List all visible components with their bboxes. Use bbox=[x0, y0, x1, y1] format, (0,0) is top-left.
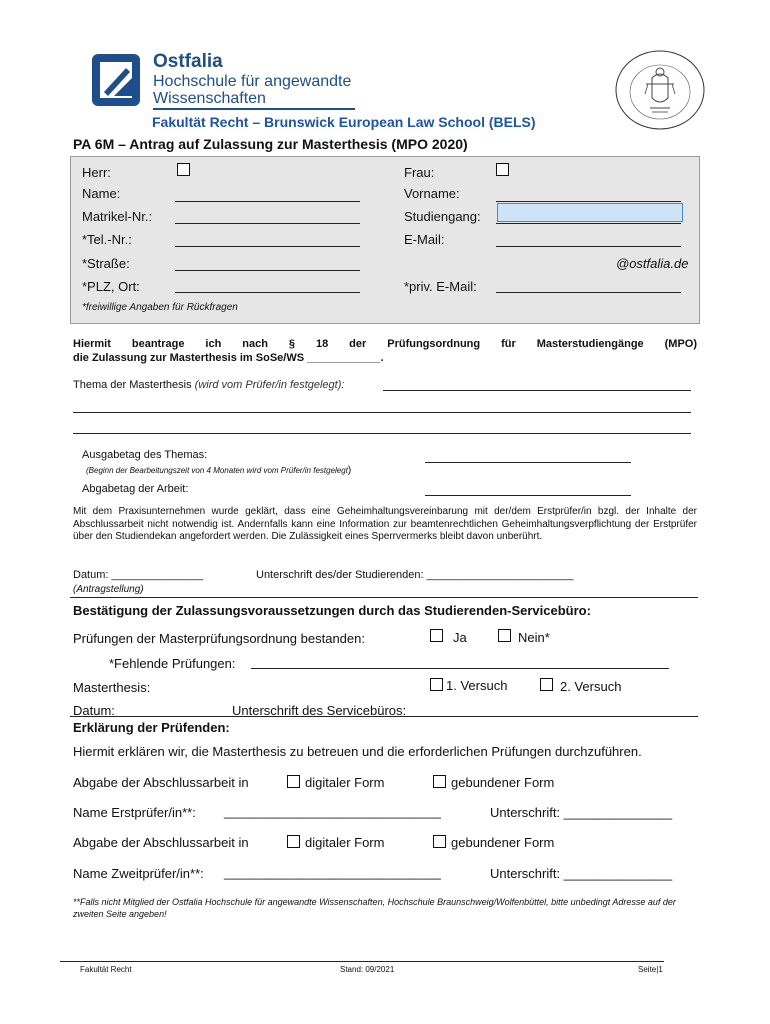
checkbox-digital-2[interactable] bbox=[287, 835, 300, 848]
zweitpruefer-field[interactable]: ______________________________ bbox=[224, 865, 441, 880]
label-gebunden-2: gebundener Form bbox=[451, 835, 555, 850]
ausgabetag-note bbox=[86, 465, 351, 476]
form-title: PA 6M – Antrag auf Zulassung zur Masterthesis (MPO 2020) bbox=[73, 136, 468, 152]
pruefer-text: Hiermit erklären wir, die Masterthesis zu betreuen und die erforderlichen Prüfungen durchzuführen. bbox=[73, 744, 642, 759]
abgabe-label-1: Abgabe der Abschlussarbeit in bbox=[73, 775, 249, 790]
email-field[interactable] bbox=[496, 246, 681, 247]
label-email: E-Mail: bbox=[404, 232, 445, 247]
thema-note: (wird vom Prüfer/in festgelegt): bbox=[194, 379, 345, 391]
logo-underline bbox=[153, 108, 355, 110]
zweitpruefer-label: Name Zweitprüfer/in**: bbox=[73, 866, 204, 881]
faculty-title: Fakultät Recht – Brunswick European Law School (BELS) bbox=[152, 114, 536, 130]
service-divider bbox=[70, 597, 698, 598]
footnote: **Falls nicht Mitglied der Ostfalia Hochschule für angewandte Wissenschaften, Hochschule Braunschweig/Wolfenbüttel, bitte unbedingt Adresse auf der zweiten Seite angeben! bbox=[73, 897, 676, 919]
label-digital-1: digitaler Form bbox=[305, 775, 385, 790]
voluntary-note: *freiwillige Angaben für Rückfragen bbox=[82, 302, 238, 313]
erstpruefer-label: Name Erstprüfer/in**: bbox=[73, 805, 196, 820]
ostfalia-logo bbox=[90, 52, 142, 108]
label-matrikel: Matrikel-Nr.: bbox=[82, 209, 153, 224]
footer-left: Fakultät Recht bbox=[80, 965, 132, 974]
vorname-field[interactable] bbox=[496, 201, 681, 202]
label-versuch1: 1. Versuch bbox=[446, 678, 508, 693]
checkbox-gebunden-1[interactable] bbox=[433, 775, 446, 788]
request-line1-text: Hiermit beantrage ich nach § 18 der Prüfungsordnung für Masterstudiengänge (MPO) bbox=[73, 338, 697, 350]
thema-field-1[interactable] bbox=[383, 390, 691, 391]
ausgabetag-field[interactable] bbox=[425, 462, 631, 463]
logo-line3: Wissenschaften bbox=[153, 90, 266, 107]
checkbox-ja[interactable] bbox=[430, 629, 443, 642]
service-datum: Datum: bbox=[73, 703, 115, 718]
thema-label: Thema der Masterthesis bbox=[73, 379, 192, 391]
studiengang-field[interactable] bbox=[497, 203, 683, 222]
strasse-field[interactable] bbox=[175, 270, 360, 271]
abgabetag-field[interactable] bbox=[425, 495, 631, 496]
pruefer-title: Erklärung der Prüfenden: bbox=[73, 720, 230, 735]
thema-field-3[interactable] bbox=[73, 433, 691, 434]
unterschrift-erst: Unterschrift: _______________ bbox=[490, 805, 673, 820]
logo-line2: Hochschule für angewandte bbox=[153, 73, 352, 90]
checkbox-versuch2[interactable] bbox=[540, 678, 553, 691]
personal-info-box bbox=[70, 156, 700, 324]
request-line2: die Zulassung zur Masterthesis im SoSe/WS ____________. bbox=[73, 352, 384, 364]
footer-divider bbox=[60, 961, 664, 962]
bels-seal bbox=[612, 48, 708, 132]
thema-field-2[interactable] bbox=[73, 412, 691, 413]
label-nein: Nein* bbox=[518, 630, 550, 645]
label-versuch2: 2. Versuch bbox=[560, 679, 622, 694]
datum-antrag: Datum: _______________ bbox=[73, 569, 204, 581]
label-tel: *Tel.-Nr.: bbox=[82, 232, 132, 247]
fehlende-field[interactable] bbox=[251, 668, 669, 669]
checkbox-gebunden-2[interactable] bbox=[433, 835, 446, 848]
label-vorname: Vorname: bbox=[404, 186, 460, 201]
label-gebunden-1: gebundener Form bbox=[451, 775, 555, 790]
service-unterschrift: Unterschrift des Servicebüros: bbox=[232, 703, 407, 718]
praxis-text: Mit dem Praxisunternehmen wurde geklärt, dass eine Geheimhaltungsvereinbarung mit der/dem Erstprüfer/in bzgl. der Inhalte der Abschlussarbeit nicht notwendig ist. Andernfalls kann eine Information zur beamtenrechtlichen Geheimhaltungsverpflichtung der Erstprüfer über den Studiendekan angefordert werden. Die Zulässigkeit eines Sperrvermerks bleibt davon unberührt. bbox=[73, 506, 697, 542]
studiengang-underline bbox=[496, 223, 681, 224]
label-studiengang: Studiengang: bbox=[404, 209, 481, 224]
pruefungen-label: Prüfungen der Masterprüfungsordnung bestanden: bbox=[73, 631, 365, 646]
matrikel-field[interactable] bbox=[175, 223, 360, 224]
footer-right: Seite|1 bbox=[638, 965, 663, 974]
fehlende-label: *Fehlende Prüfungen: bbox=[109, 656, 236, 671]
service-bottom-divider bbox=[70, 716, 698, 717]
label-name: Name: bbox=[82, 186, 121, 201]
footer-center: Stand: 09/2021 bbox=[340, 965, 395, 974]
antragstellung-label: (Antragstellung) bbox=[73, 584, 144, 595]
label-priv-email: *priv. E-Mail: bbox=[404, 279, 477, 294]
service-title: Bestätigung der Zulassungsvoraussetzungen durch das Studierenden-Servicebüro: bbox=[73, 603, 591, 618]
request-line1 bbox=[73, 338, 697, 350]
logo-line1: Ostfalia bbox=[153, 51, 223, 72]
label-plz: *PLZ, Ort: bbox=[82, 279, 140, 294]
checkbox-digital-1[interactable] bbox=[287, 775, 300, 788]
checkbox-versuch1[interactable] bbox=[430, 678, 443, 691]
ausgabetag-note-paren: ) bbox=[347, 465, 352, 476]
erstpruefer-field[interactable]: ______________________________ bbox=[224, 804, 441, 819]
name-field[interactable] bbox=[175, 201, 360, 202]
label-strasse: *Straße: bbox=[82, 256, 130, 271]
abgabetag-label: Abgabetag der Arbeit: bbox=[82, 483, 189, 495]
label-digital-2: digitaler Form bbox=[305, 835, 385, 850]
email-domain: @ostfalia.de bbox=[616, 256, 689, 271]
checkbox-frau[interactable] bbox=[496, 163, 509, 176]
unterschrift-zweit: Unterschrift: _______________ bbox=[490, 866, 673, 881]
ausgabetag-label: Ausgabetag des Themas: bbox=[82, 449, 208, 461]
abgabe-label-2: Abgabe der Abschlussarbeit in bbox=[73, 835, 249, 850]
tel-field[interactable] bbox=[175, 246, 360, 247]
label-herr: Herr: bbox=[82, 165, 111, 180]
priv-email-field[interactable] bbox=[496, 292, 681, 293]
label-ja: Ja bbox=[453, 630, 467, 645]
checkbox-nein[interactable] bbox=[498, 629, 511, 642]
checkbox-herr[interactable] bbox=[177, 163, 190, 176]
plz-field[interactable] bbox=[175, 292, 360, 293]
unterschrift-studierende: Unterschrift des/der Studierenden: ________________________ bbox=[256, 569, 574, 581]
thema-row bbox=[73, 379, 344, 391]
label-frau: Frau: bbox=[404, 165, 435, 180]
masterthesis-label: Masterthesis: bbox=[73, 680, 151, 695]
ausgabetag-note-text: (Beginn der Bearbeitungszeit von 4 Monaten wird vom Prüfer/in festgelegt bbox=[86, 466, 348, 475]
